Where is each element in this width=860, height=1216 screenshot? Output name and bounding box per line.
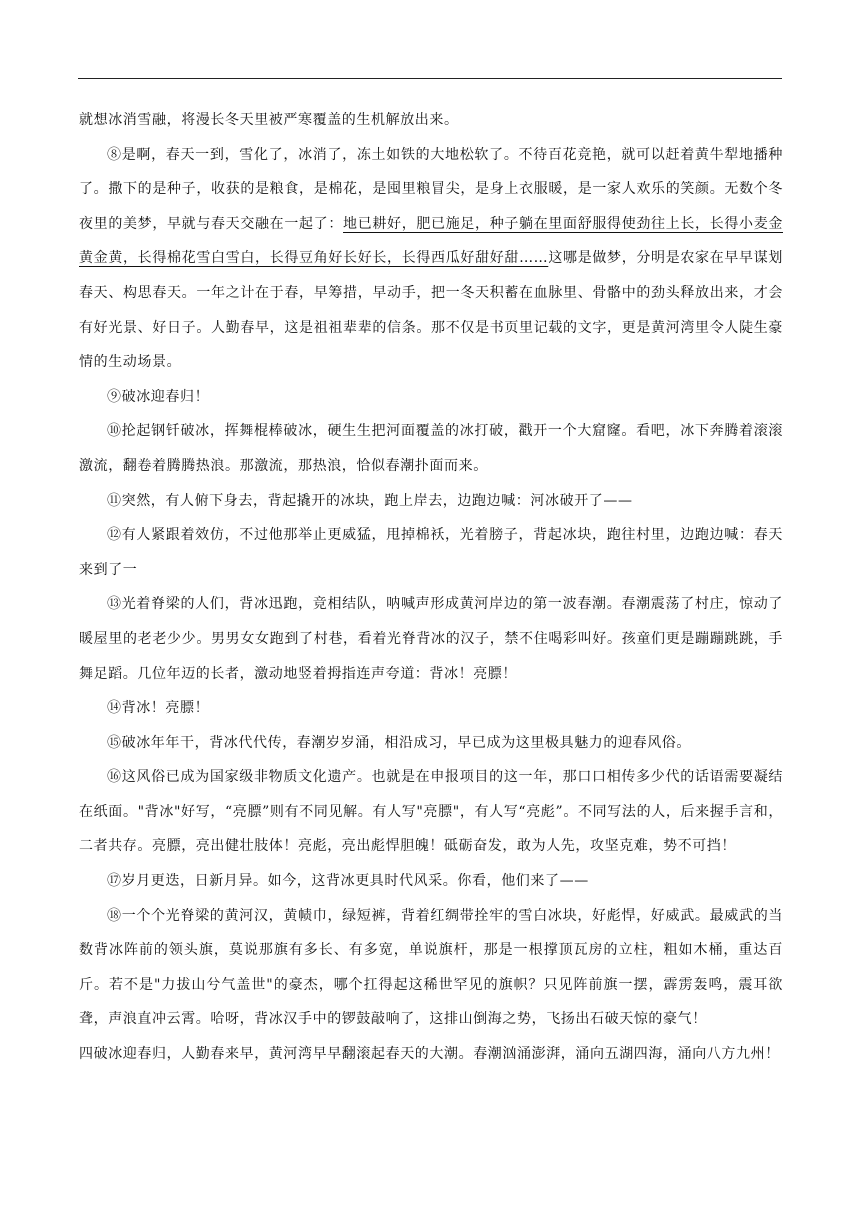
paragraph-18: ⑱一个个光脊梁的黄河汉，黄帻巾，绿短裤，背着红绸带拴牢的雪白冰块，好彪悍，好威武。最威武的当数背冰阵前的领头旗，莫说那旗有多长、有多宽，单说旗杆，那是一根撑顶瓦房的立柱，粗如木桶，重达百斤。若不是"力拔山兮气盖世"的豪杰，哪个扛得起这稀世罕见的旗帜？只见阵前旗一摆，霹雳轰鸣，震耳欲聋，声浪直冲云霄。哈呀，背冰汉手中的锣鼓敲响了，这排山倒海之势，飞扬出石破天惊的豪气！: [79, 907, 783, 1028]
paragraph-8-underlined-passage: 地已耕好，肥已施足，种子躺在里面舒服得使劲往上长，长得小麦金黄金黄，长得棉花雪白雪白，长得豆角好长好长，长得西瓜好甜好甜……: [79, 215, 783, 267]
paragraph-8: [79, 138, 783, 380]
paragraph-17: ⑰岁月更迭，日新月异。如今，这背冰更具时代风采。你看，他们来了——: [107, 873, 589, 890]
paragraph-11: ⑪突然，有人俯下身去，背起撬开的冰块，跑上岸去，边跑边喊：河冰破开了——: [107, 492, 633, 509]
header-rule: [78, 78, 782, 79]
paragraph-14: ⑭背冰！亮膘！: [107, 700, 210, 717]
paragraph-9: ⑨破冰迎春归！: [107, 388, 210, 405]
paragraph-8-lead: ⑧是啊，春天一到，雪化了，冰消了，冻土如铁的大地松软了。不待百花竞艳，就可以赶着黄牛犁地播种了。撒下的是种子，收获的是粮食，是棉花，是囤里粮冒尖，是身上衣服暖，是一家人欢乐的笑颜。无数个冬夜里的美梦，早就与春天交融在一起了：: [79, 146, 783, 232]
paragraph-closing: 四破冰迎春归，人勤春来早，黄河湾早早翻滚起春天的大潮。春潮汹涌澎湃，涌向五湖四海，涌向八方九州！: [79, 1046, 780, 1063]
paragraph-8-tail: 这哪是做梦，分明是农家在早早谋划春天、构思春天。一年之计在于春，早筹措，早动手，把一冬天积蓄在血脉里、骨骼中的劲头释放出来，才会有好光景、好日子。人勤春早，这是祖祖辈辈的信条。那不仅是书页里记载的文字，更是黄河湾里令人陡生豪情的生动场景。: [79, 250, 783, 371]
paragraph-12: ⑫有人紧跟着效仿，不过他那举止更威猛，甩掉棉袄，光着膀子，背起冰块，跑往村里，边跑边喊：春天来到了一: [79, 527, 783, 578]
paragraph-13: ⑬光着脊梁的人们，背冰迅跑，竞相结队，呐喊声形成黄河岸边的第一波春潮。春潮震荡了村庄，惊动了暖屋里的老老少少。男男女女跑到了村巷，看着光脊背冰的汉子，禁不住喝彩叫好。孩童们更是蹦蹦跳跳，手舞足蹈。几位年迈的长者，激动地竖着拇指连声夸道：背冰！亮膘！: [79, 596, 783, 682]
paragraph-10: ⑩抡起钢钎破冰，挥舞棍棒破冰，硬生生把河面覆盖的冰打破，戳开一个大窟窿。看吧，冰下奔腾着滚滚激流，翻卷着腾腾热浪。那激流，那热浪，恰似春潮扑面而来。: [79, 423, 783, 474]
paragraph-continuation: 就想冰消雪融，将漫长冬天里被严寒覆盖的生机解放出来。: [79, 112, 459, 128]
paragraph-15: ⑮破冰年年干，背冰代代传，春潮岁岁涌，相沿成习，早已成为这里极具魅力的迎春风俗。: [107, 734, 691, 751]
article-body: [79, 103, 783, 1072]
paragraph-16: ⑯这风俗已成为国家级非物质文化遗产。也就是在申报项目的这一年，那口口相传多少代的话语需要凝结在纸面。"背冰"好写，“亮膘”则有不同见解。有人写"亮膘"，有人写“亮彪”。不同写法的人，后来握手言和，二者共存。亮膘，亮出健壮肢体！亮彪，亮出彪悍胆魄！砥砺奋发，敢为人先，攻坚克难，势不可挡！: [79, 769, 783, 855]
